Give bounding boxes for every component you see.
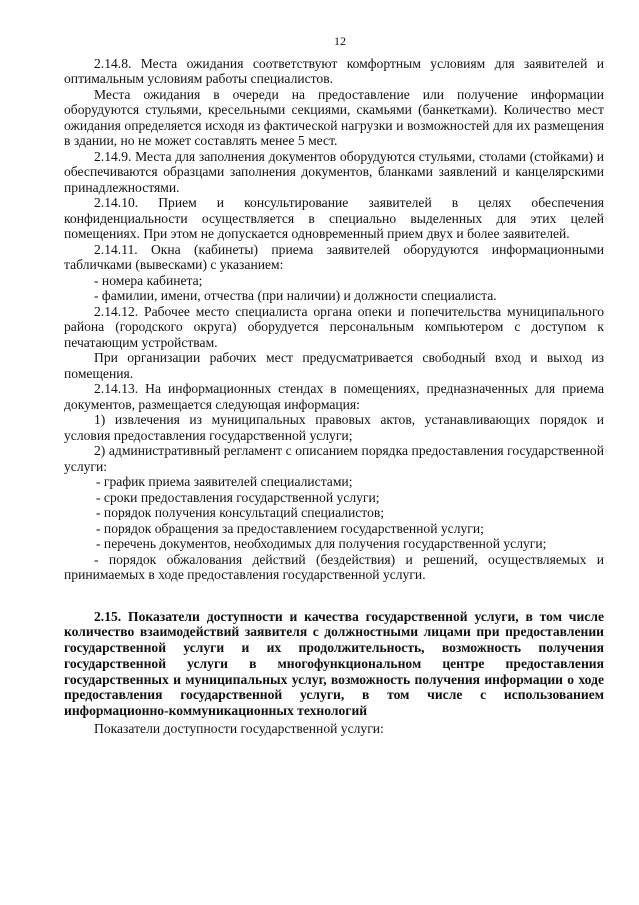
paragraph-2-14-9: 2.14.9. Места для заполнения документов оборудуются стульями, столами (стойками) и обеспечиваются образцами заполнения документов, бланками заявлений и канцелярскими принадлежностями. <box>64 148 604 195</box>
paragraph-workplace-access: При организации рабочих мест предусматривается свободный вход и выход из помещения. <box>64 350 604 381</box>
list-item-application-procedure: - порядок обращения за предоставлением государственной услуги; <box>96 520 484 536</box>
section-heading-2-15: 2.15. Показатели доступности и качества государственной услуги, в том числе количество взаимодействий заявителя с должностными лицами при предоставлении государственной услуги и их продолжительность, возможность получения государственной услуги в многофункциональном центре предоставления государственных и муниципальных услуг, возможность получения информации о ходе предоставления государственной услуги, в том числе с использованием информационно-коммуникационных технологий <box>64 608 604 719</box>
list-item-terms: - сроки предоставления государственной услуги; <box>96 489 380 505</box>
paragraph-2-14-8: 2.14.8. Места ожидания соответствуют комфортным условиям для заявителей и оптимальным условиям работы специалистов. <box>64 55 604 86</box>
list-item-consultations: - порядок получения консультаций специалистов; <box>96 505 385 520</box>
paragraph-2-14-13: 2.14.13. На информационных стендах в помещениях, предназначенных для приема документов, размещается следующая информация: <box>64 381 604 412</box>
page-number: 12 <box>334 34 346 48</box>
paragraph-2-14-11: 2.14.11. Окна (кабинеты) приема заявителей оборудуются информационными табличками (вывесками) с указанием: <box>64 241 604 272</box>
list-item-specialist-name: - фамилии, имени, отчества (при наличии) и должности специалиста. <box>94 288 497 303</box>
list-item-legal-acts: 1) извлечения из муниципальных правовых актов, устанавливающих порядок и условия предоставления государственной услуги; <box>64 412 604 443</box>
paragraph-waiting-places: Места ожидания в очереди на предоставление или получение информации оборудуются стульями, кресельными секциями, скамьями (банкетками). Количество мест ожидания определяется исходя из фактической нагрузки и возможностей для их размещения в здании, но не может составлять менее 5 мест. <box>64 86 604 148</box>
list-item-appeal-procedure: - порядок обжалования действий (бездействия) и решений, осуществляемых и принимаемых в ходе предоставления государственной услуги. <box>64 551 604 582</box>
list-item-schedule: - график приема заявителей специалистами; <box>96 474 353 489</box>
document-page <box>64 34 604 737</box>
paragraph-availability-indicators: Показатели доступности государственной услуги: <box>94 721 384 737</box>
paragraph-2-14-12: 2.14.12. Рабочее место специалиста органа опеки и попечительства муниципального района (городского округа) оборудуется персональным компьютером с доступом к печатающим устройствам. <box>64 303 604 350</box>
paragraph-2-14-10: 2.14.10. Прием и консультирование заявителей в целях обеспечения конфиденциальности осуществляется в специально выделенных для этих целей помещениях. При этом не допускается одновременный прием двух и более заявителей. <box>64 195 604 241</box>
list-item-document-list: - перечень документов, необходимых для получения государственной услуги; <box>96 536 547 551</box>
list-item-regulation: 2) административный регламент с описанием порядка предоставления государственной услуги: <box>64 443 604 474</box>
list-item-room-number: - номера кабинета; <box>94 272 203 288</box>
